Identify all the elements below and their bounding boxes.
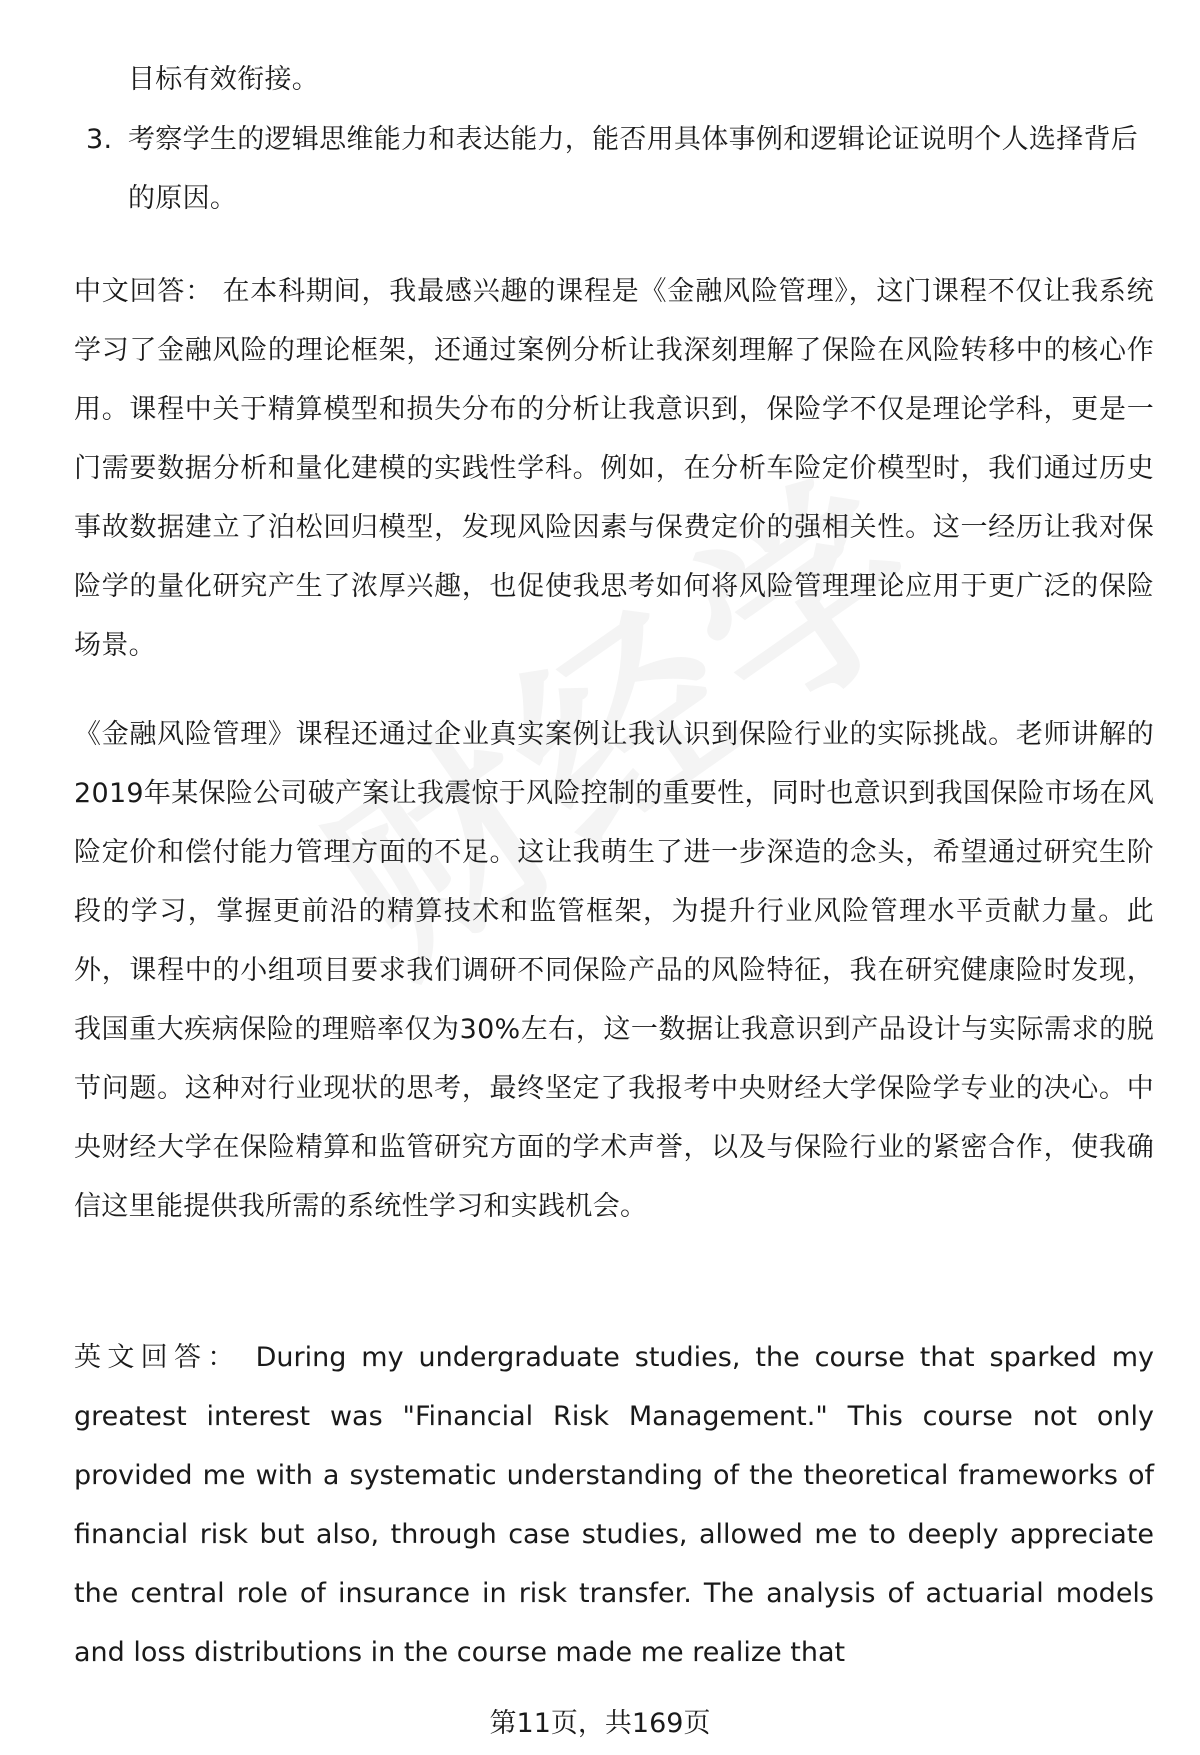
continuation-line: 目标有效衔接。 xyxy=(128,64,320,95)
list-item-text: 考察学生的逻辑思维能力和表达能力，能否用具体事例和逻辑论证说明个人选择背后的原因。 xyxy=(128,124,1139,214)
page-footer: 第11页，共169页 xyxy=(489,1708,711,1739)
chinese-answer-paragraph-1: 中文回答： 在本科期间，我最感兴趣的课程是《金融风险管理》，这门课程不仅让我系统学习了金融风险的理论框架，还通过案例分析让我深刻理解了保险在风险转移中的核心作用。课程中关于精算模型和损失分布的分析让我意识到，保险学不仅是理论学科，更是一门需要数据分析和量化建模的实践性学科。例如，在分析车险定价模型时，我们通过历史事故数据建立了泊松回归模型，发现风险因素与保费定价的强相关性。这一经历让我对保险学的量化研究产生了浓厚兴趣，也促使我思考如何将风险管理理论应用于更广泛的保险场景。 xyxy=(74,276,1154,661)
list-item xyxy=(86,110,1146,228)
english-answer-paragraph: 英文回答： During my undergraduate studies, the course that sparked my greatest interest was "Financial Risk Management." This course not only provided me with a systematic understanding of the theoretical frameworks of financial risk but also, through case studies, allowed me to deeply appreciate the central role of insurance in risk transfer. The analysis of actuarial models and loss distributions in the course made me realize that xyxy=(74,1342,1154,1668)
chinese-answer-paragraph-2: 《金融风险管理》课程还通过企业真实案例让我认识到保险行业的实际挑战。老师讲解的2019年某保险公司破产案让我震惊于风险控制的重要性，同时也意识到我国保险市场在风险定价和偿付能力管理方面的不足。这让我萌生了进一步深造的念头，希望通过研究生阶段的学习，掌握更前沿的精算技术和监管框架，为提升行业风险管理水平贡献力量。此外，课程中的小组项目要求我们调研不同保险产品的风险特征，我在研究健康险时发现，我国重大疾病保险的理赔率仅为30%左右，这一数据让我意识到产品设计与实际需求的脱节问题。这种对行业现状的思考，最终坚定了我报考中央财经大学保险学专业的决心。中央财经大学在保险精算和监管研究方面的学术声誉，以及与保险行业的紧密合作，使我确信这里能提供我所需的系统性学习和实践机会。 xyxy=(74,719,1155,1222)
list-item-number: 3. xyxy=(86,124,113,155)
